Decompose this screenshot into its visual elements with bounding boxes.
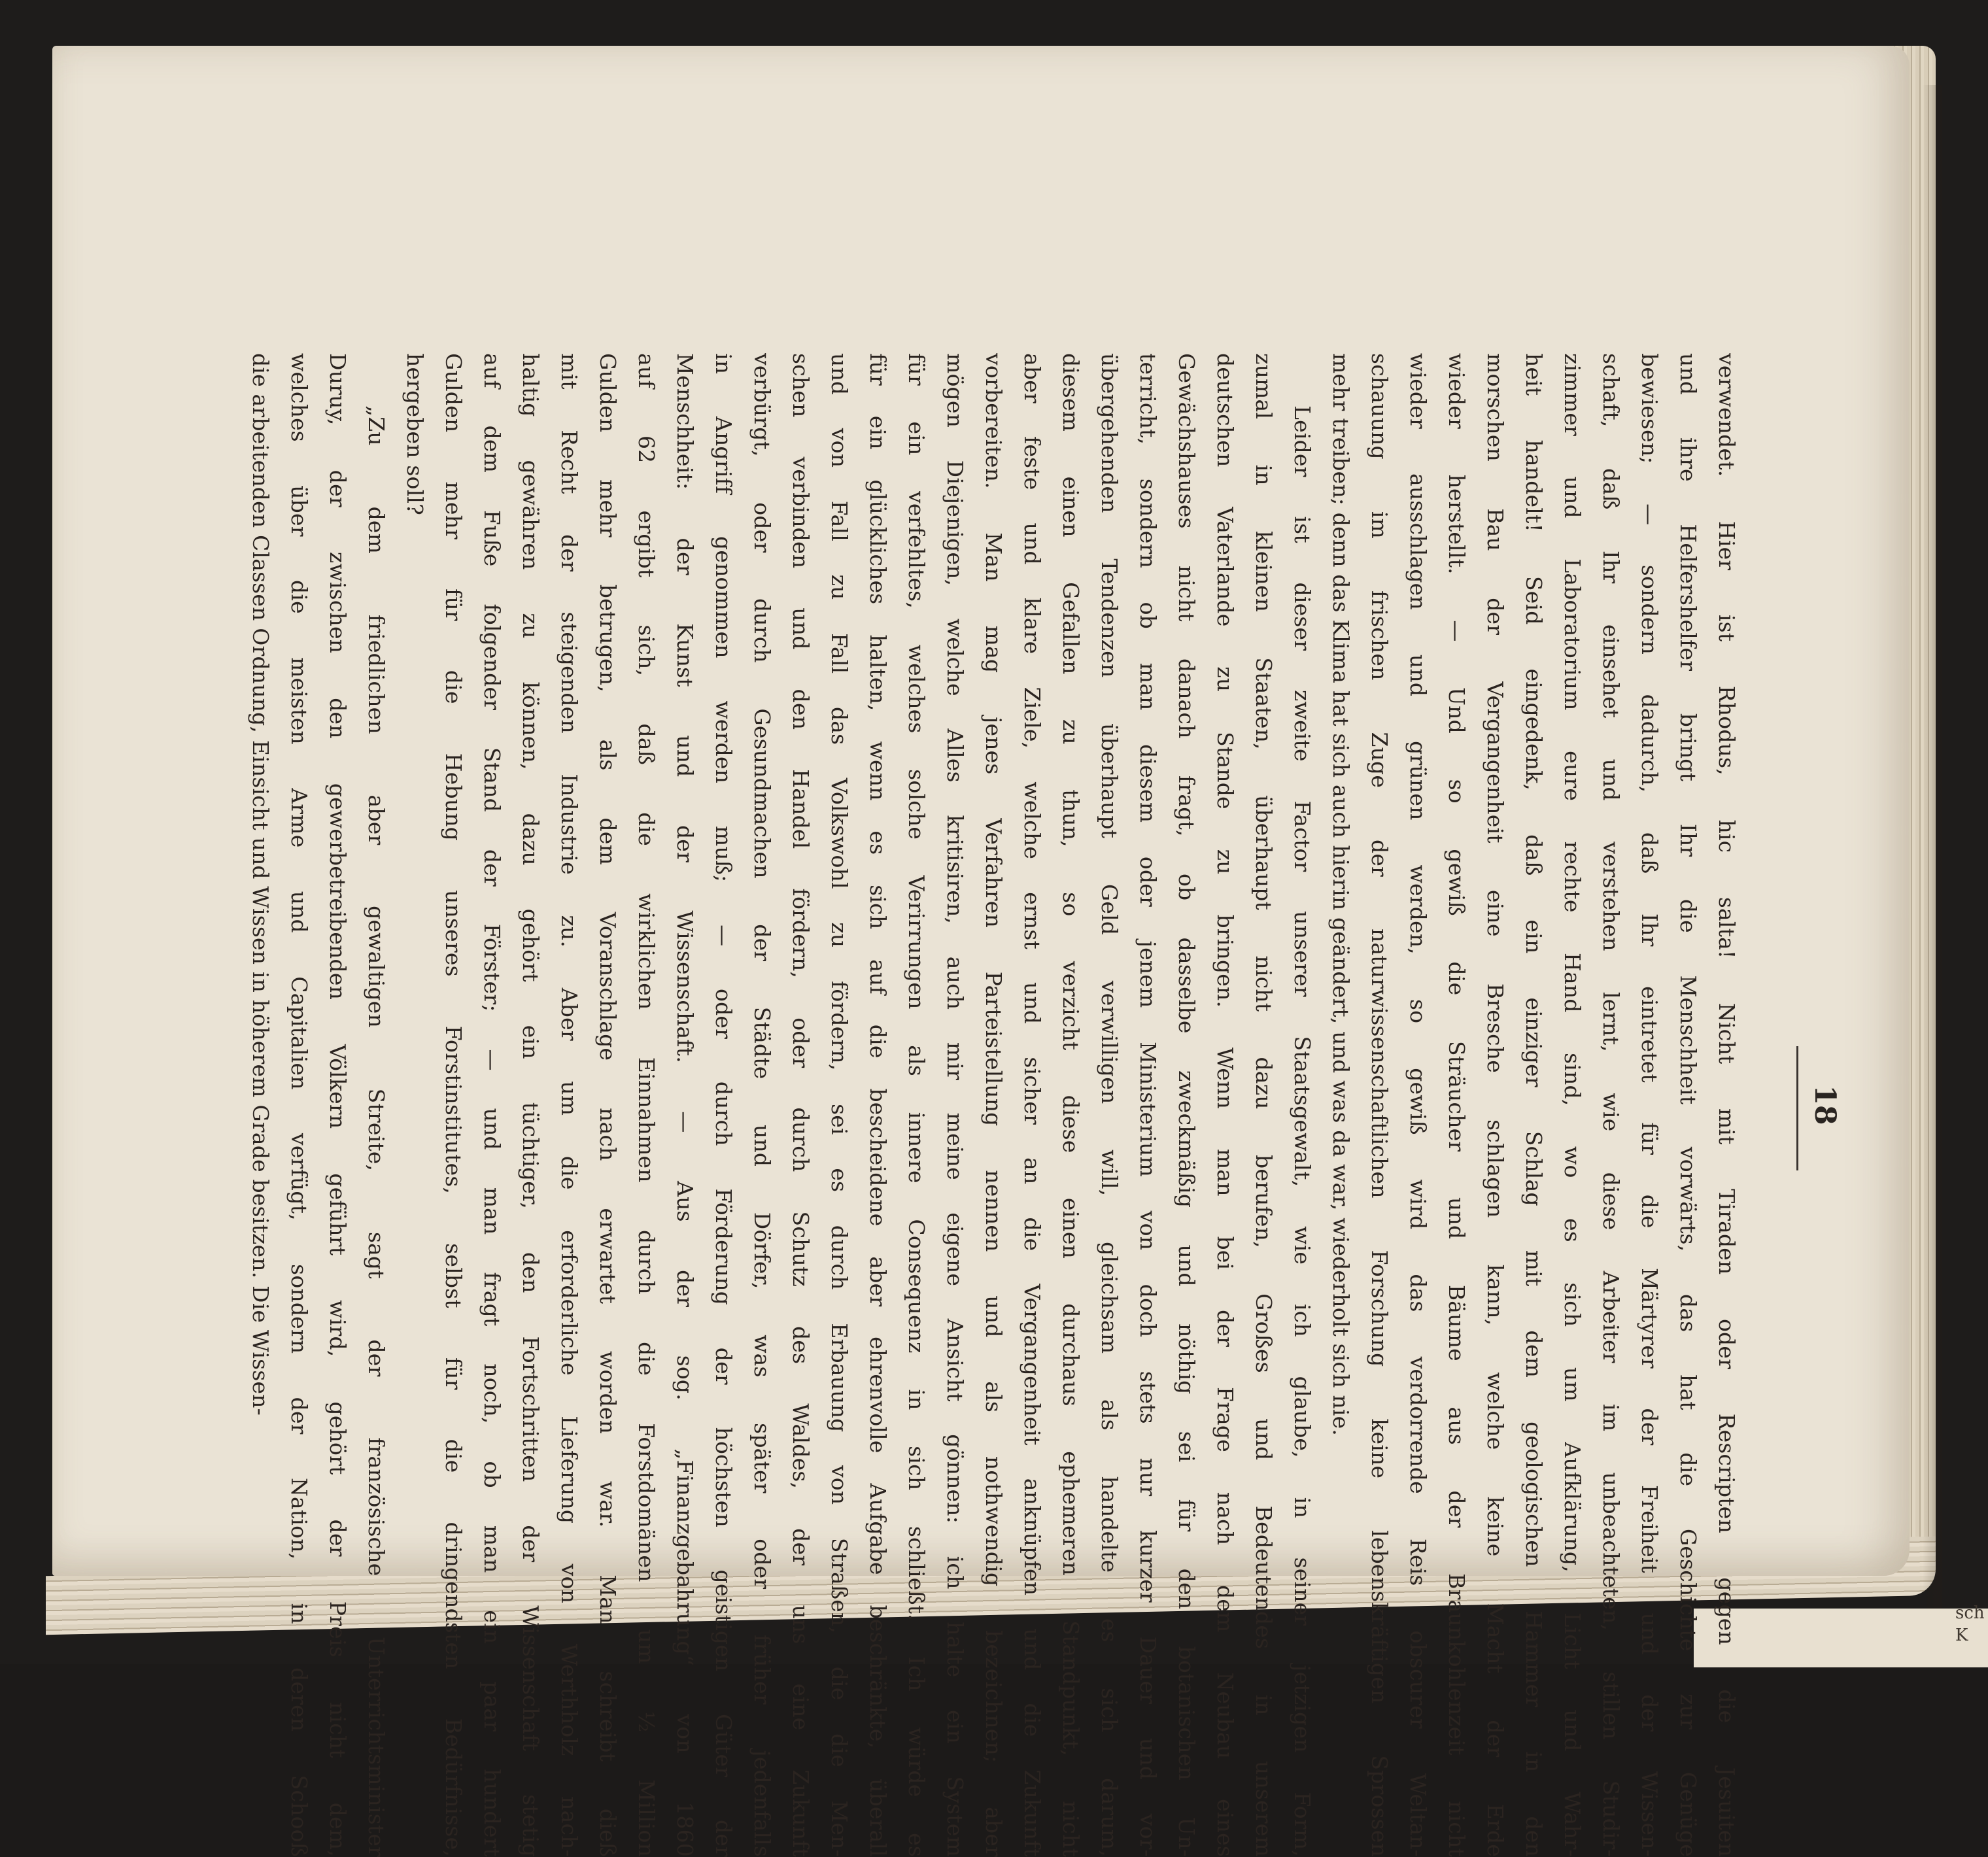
text-line: heit handelt! Seid eingedenk, daß ein einziger Schlag mit dem geologischen Hammer in den: [1521, 353, 1547, 1857]
text-line: zumal in kleinen Staaten, überhaupt nicht dazu berufen, Großes und Bedeutendes in unserem: [1251, 353, 1277, 1857]
text-line: Gewächshauses nicht danach fragt, ob dasselbe zweckmäßig und nöthig sei für den botanischen Un-: [1174, 353, 1199, 1857]
text-line: in Angriff genommen werden muß; — oder durch Förderung der höchsten geistigen Güter der: [711, 353, 736, 1857]
text-line: deutschen Vaterlande zu Stande zu bringen. Wenn man bei der Frage nach dem Neubau eines: [1212, 353, 1238, 1857]
text-line: terricht, sondern ob man diesem oder jenem Ministerium von doch stets nur kurzer Dauer und vor-: [1135, 353, 1161, 1857]
text-line: „Zu dem friedlichen aber gewaltigen Streite, sagt der französische Unterrichtsminister: [364, 405, 389, 1857]
text-line: Leider ist dieser zweite Factor unserer Staatsgewalt, wie ich glaube, in seiner jetzigen Form,: [1290, 405, 1315, 1857]
next-page-fragment: sch: [1955, 1603, 1985, 1623]
text-line: mit Recht der steigenden Industrie zu. Aber um die erforderliche Lieferung von Werthholz nach-: [557, 353, 582, 1857]
text-line: verwendet. Hier ist Rhodus, hic salta! Nicht mit Tiraden oder Rescripten gegen die Jesuiten: [1714, 353, 1740, 1857]
book-page: [52, 46, 1910, 1857]
text-line: Menschheit: der Kunst und der Wissenschaft. — Aus der sog. „Finanzgebahrung“ von 1860: [672, 353, 698, 1857]
text-line: und ihre Helfershelfer bringt Ihr die Menschheit vorwärts, das hat die Geschichte zur Genüge: [1675, 353, 1701, 1857]
text-line: verbürgt, oder durch Gesundmachen der Städte und Dörfer, was später oder früher jedenfalls: [749, 353, 775, 1857]
text-line: Duruy, der zwischen den gewerbetreibenden Völkern geführt wird, gehört der Preis nicht dem,: [325, 353, 351, 1857]
gutter-shadow: [1923, 85, 1942, 1609]
text-line: auf dem Fuße folgender Stand der Förster; — und man fragt noch, ob man ein paar hundert: [479, 353, 505, 1857]
text-line: wieder herstellt. — Und so gewiß die Sträucher und Bäume aus der Braunkohlenzeit nicht: [1444, 353, 1469, 1857]
text-line: für ein glückliches halten, wenn es sich auf die bescheidene aber ehrenvolle Aufgabe beschränkte, überall: [865, 353, 891, 1857]
text-line: schen verbinden und den Handel fördern, oder durch Schutz des Waldes, der uns eine Zukunft: [788, 353, 814, 1857]
text-line: schauung im frischen Zuge der naturwissenschaftlichen Forschung keine lebenskräftigen Sprossen: [1367, 353, 1392, 1857]
text-line: und von Fall zu Fall das Volkswohl zu fördern, sei es durch Erbauung von Straßen, die die Men-: [827, 353, 852, 1857]
text-line: Gulden mehr für die Hebung unseres Forstinstitutes, selbst für die dringendsten Bedürfnisse,: [441, 353, 466, 1857]
text-line: zimmer und Laboratorium eure rechte Hand sind, wo es sich um Aufklärung, Licht und Wahr-: [1560, 353, 1585, 1857]
text-line: auf 62 ergibt sich, daß die wirklichen Einnahmen durch die Forstdomänen um ½ Million: [634, 353, 659, 1857]
text-line: Gulden mehr betrugen, als dem Voranschlage nach erwartet worden war. Man schreibt dieß: [595, 353, 621, 1857]
text-line: vorbereiten. Man mag jenes Verfahren Parteistellung nennen und als nothwendig bezeichnen; aber: [981, 353, 1006, 1857]
text-line: diesem einen Gefallen zu thun, so verzicht diese einen durchaus ephemeren Standpunkt, nicht: [1058, 353, 1084, 1857]
text-line: die arbeitenden Classen Ordnung, Einsicht und Wissen in höherem Grade besitzen. Die Wissen-: [248, 353, 273, 1416]
next-page-fragments: [1955, 1602, 1985, 1646]
text-line: aber feste und klare Ziele, welche ernst und sicher an die Vergangenheit anknüpfen und die Zukunft: [1020, 353, 1045, 1857]
text-line: übergehenden Tendenzen überhaupt Geld verwilligen will, gleichsam als handelte es sich darum,: [1097, 353, 1122, 1857]
text-line: hergeben soll?: [402, 353, 428, 516]
body-text: [241, 353, 1746, 1857]
text-line: mögen Diejenigen, welche Alles kritisiren, auch mir meine eigene Ansicht gönnen: ich halte ein System: [942, 353, 968, 1857]
text-line: bewiesen; — sondern dadurch, daß Ihr eintretet für die Märtyrer der Freiheit und der Wissen-: [1637, 353, 1662, 1857]
text-line: wieder ausschlagen und grünen werden, so gewiß wird das verdorrende Reis obscurer Weltan-: [1405, 353, 1431, 1857]
page-number-rule: [1796, 1046, 1798, 1170]
text-line: schaft, daß Ihr einsehet und verstehen lernt, wie diese Arbeiter im unbeachteten, stillen Studir-: [1598, 353, 1624, 1857]
text-line: mehr treiben; denn das Klima hat sich auch hierin geändert, und was da war, wiederholt sich nie.: [1328, 353, 1354, 1437]
text-line: für ein verfehltes, welches solche Verirrungen als innere Consequenz in sich schließt. Ich würde es: [904, 353, 929, 1857]
next-page-fragment: K: [1955, 1626, 1968, 1645]
text-line: haltig gewähren zu können, dazu gehört ein tüchtiger, den Fortschritten der Wissenschaft stetig: [518, 353, 543, 1857]
rotated-text-block: [248, 353, 1844, 1857]
text-line: welches über die meisten Arme und Capitalien verfügt, sondern der Nation, in deren Schooß: [286, 353, 312, 1857]
page-number: 18: [1808, 1085, 1842, 1125]
text-line: morschen Bau der Vergangenheit eine Bresche schlagen kann, welche keine Macht der Erde: [1482, 353, 1508, 1857]
